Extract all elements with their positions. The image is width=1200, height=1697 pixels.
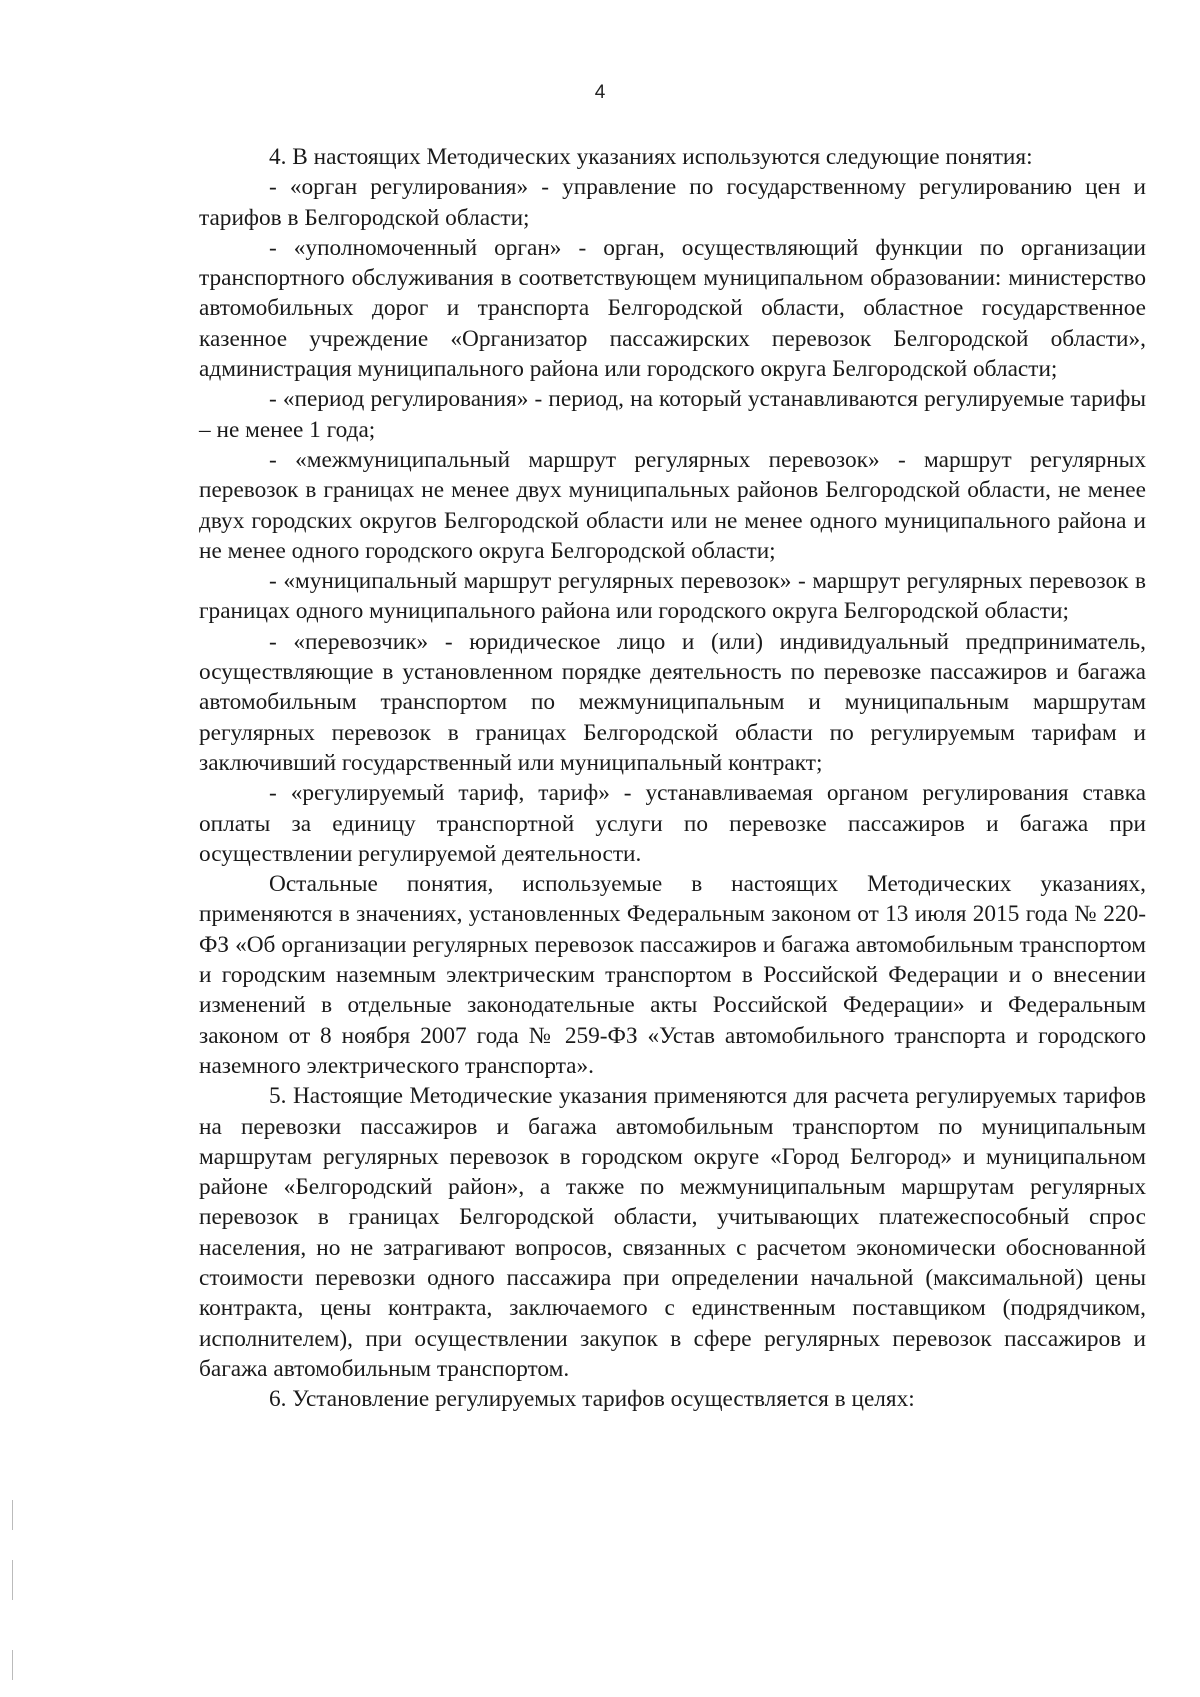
definition-authorized-body: - «уполномоченный орган» - орган, осуществляющий функции по организации транспортного обслуживания в соответствующем муниципальном образовании: министерство автомобильных дорог и транспорта Белгородской области, областное государственное казенное учреждение «Организатор пассажирских перевозок Белгородской области», администрация муниципального района или городского округа Белгородской области; <box>199 234 1146 383</box>
scan-edge-mark <box>12 1560 13 1600</box>
scan-edge-mark <box>12 1650 13 1680</box>
paragraph-item-5: 5. Настоящие Методические указания применяются для расчета регулируемых тарифов на перевозки пассажиров и багажа автомобильным транспортом по муниципальным маршрутам регулярных перевозок в городском округе «Город Белгород» и муниципальном районе «Белгородский район», а также по межмуниципальным маршрутам регулярных перевозок в границах Белгородской области, учитывающих платежеспособный спрос населения, но не затрагивают вопросов, связанных с расчетом экономически обоснованной стоимости перевозки одного пассажира при определении начальной (максимальной) цены контракта, цены контракта, заключаемого с единственным поставщиком (подрядчиком, исполнителем), при осуществлении закупок в сфере регулярных перевозок пассажиров и багажа автомобильным транспортом. <box>199 1083 1146 1382</box>
paragraph-item-4: 4. В настоящих Методических указаниях используются следующие понятия: <box>269 144 1033 170</box>
definition-municipal-route: - «муниципальный маршрут регулярных перевозок» - маршрут регулярных перевозок в границах одного муниципального района или городского округа Белгородской области; <box>199 568 1146 625</box>
definition-regulatory-body: - «орган регулирования» - управление по государственному регулированию цен и тарифов в Белгородской области; <box>199 174 1146 231</box>
paragraph-item-6: 6. Установление регулируемых тарифов осуществляется в целях: <box>269 1386 915 1413</box>
definition-intermunicipal-route: - «межмуниципальный маршрут регулярных перевозок» - маршрут регулярных перевозок в границах не менее двух муниципальных районов Белгородской области, не менее двух городских округов Белгородской области или не менее одного муниципального района и не менее одного городского округа Белгородской области; <box>199 446 1146 564</box>
definition-carrier: - «перевозчик» - юридическое лицо и (или) индивидуальный предприниматель, осуществляющие в установленном порядке деятельность по перевозке пассажиров и багажа автомобильным транспортом по межмуниципальным и муниципальным маршрутам регулярных перевозок в границах Белгородской области по регулируемым тарифам и заключивший государственный или муниципальный контракт; <box>199 628 1146 776</box>
paragraph-other-concepts: Остальные понятия, используемые в настоящих Методических указаниях, применяются в значениях, установленных Федеральным законом от 13 июля 2015 года № 220-ФЗ «Об организации регулярных перевозок пассажиров и багажа автомобильным транспортом и городским наземным электрическим транспортом в Российской Федерации и о внесении изменений в отдельные законодательные акты Российской Федерации» и Федеральным законом от 8 ноября 2007 года № 259-ФЗ «Устав автомобильного транспорта и городского наземного электрического транспорта». <box>199 871 1146 1079</box>
document-body <box>199 142 1146 1414</box>
scan-edge-mark <box>12 1500 13 1530</box>
page-number: 4 <box>594 82 606 103</box>
definition-regulation-period: - «период регулирования» - период, на который устанавливаются регулируемые тарифы – не менее 1 года; <box>199 386 1146 443</box>
definition-regulated-tariff: - «регулируемый тариф, тариф» - устанавливаемая органом регулирования ставка оплаты за единицу транспортной услуги по перевозке пассажиров и багажа при осуществлении регулируемой деятельности. <box>199 780 1146 867</box>
